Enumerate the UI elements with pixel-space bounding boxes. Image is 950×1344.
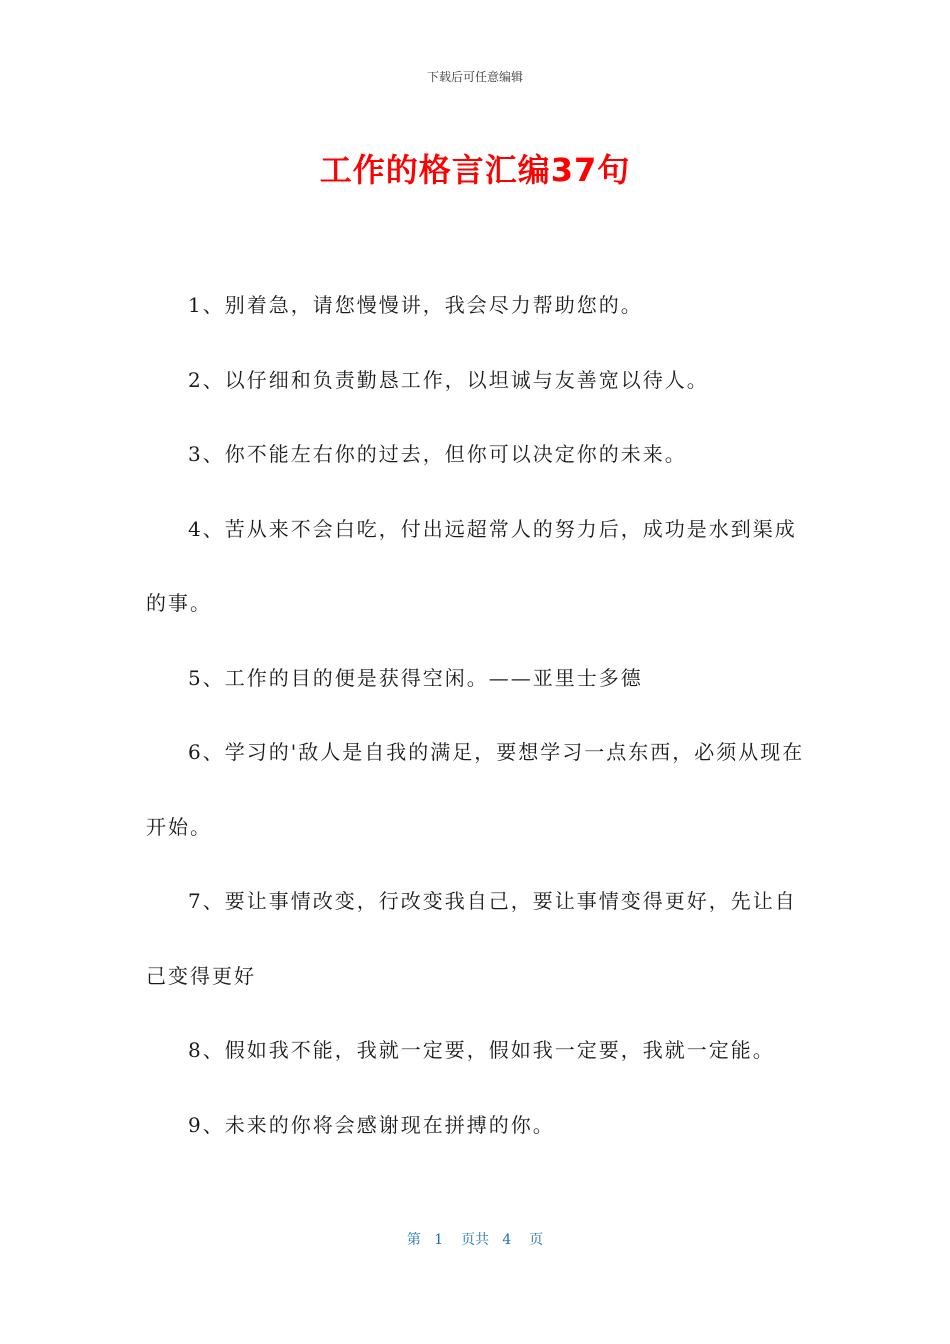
paragraph-1: 1、别着急，请您慢慢讲，我会尽力帮助您的。 [188,293,643,317]
header-note: 下载后可任意编辑 [426,70,523,84]
paragraph-9: 9、未来的你将会感谢现在拼搏的你。 [188,1112,555,1137]
footer-prefix: 第 [406,1232,421,1248]
current-page-number: 1 [434,1232,444,1248]
footer-suffix: 页 [529,1232,544,1248]
footer-middle: 页共 [461,1232,489,1248]
document-body [146,268,806,1162]
total-pages-number: 4 [502,1232,512,1248]
paragraph-5: 5、工作的目的便是获得空闲。——亚里士多德 [188,665,643,690]
paragraph-8: 8、假如我不能，我就一定要，假如我一定要，我就一定能。 [188,1038,775,1062]
paragraph-2: 2、以仔细和负责勤恳工作，以坦诚与友善宽以待人。 [188,367,709,392]
paragraph-4: 4、苦从来不会白吃，付出远超常人的努力后，成功是水到渠成的事。 [146,516,797,615]
paragraph-6: 6、学习的'敌人是自我的满足，要想学习一点东西，必须从现在开始。 [146,740,805,839]
paragraph-7: 7、要让事情改变，行改变我自己，要让事情变得更好，先让自己变得更好 [146,889,797,988]
document-title: 工作的格言汇编37句 [319,151,631,189]
paragraph-3: 3、你不能左右你的过去，但你可以决定你的未来。 [188,442,687,466]
page-footer [0,1229,950,1249]
